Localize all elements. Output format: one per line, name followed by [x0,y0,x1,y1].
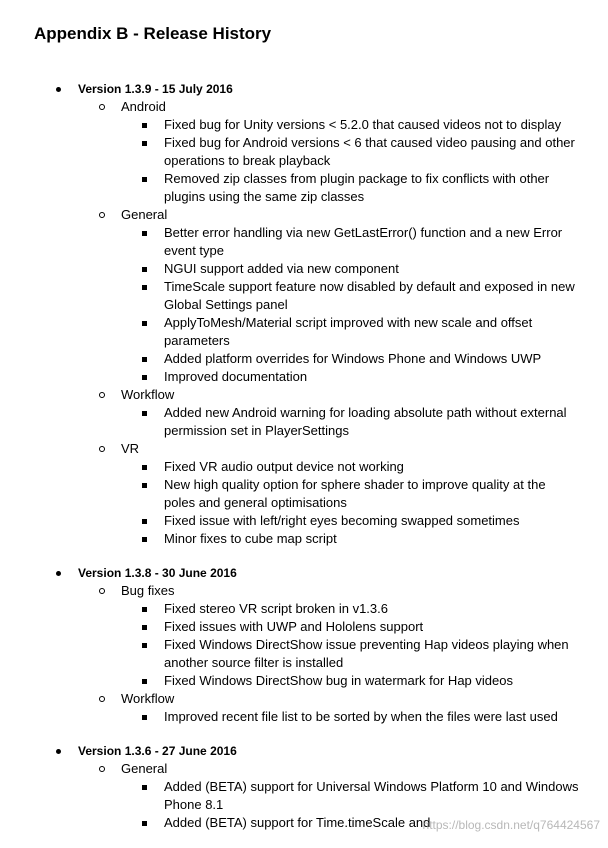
category-heading [0,760,608,778]
list-item [0,476,608,512]
list-item [0,134,608,170]
bullet-square-icon [142,411,147,416]
list-item-text: Fixed Windows DirectShow bug in watermark for Hap videos [164,673,513,688]
bullet-circle-icon [99,696,105,702]
category-label: Workflow [121,387,175,402]
list-item-text: Fixed stereo VR script broken in v1.3.6 [164,601,388,616]
release-version-label: Version 1.3.9 - 15 July 2016 [78,82,233,96]
bullet-square-icon [142,231,147,236]
list-item-text: Fixed VR audio output device not working [164,459,404,474]
list-item [0,224,608,260]
bullet-square-icon [142,321,147,326]
watermark: https://blog.csdn.net/q764424567 [422,818,600,832]
category-label: Workflow [121,691,175,706]
list-item-text: New high quality option for sphere shader to improve quality at the poles and general optimisations [164,477,546,510]
bullet-square-icon [142,177,147,182]
category-heading [0,582,608,600]
list-item [0,170,608,206]
bullet-square-icon [142,519,147,524]
list-item-text: Minor fixes to cube map script [164,531,337,546]
category-label: VR [121,441,140,456]
list-item-text: NGUI support added via new component [164,261,399,276]
bullet-square-icon [142,679,147,684]
bullet-square-icon [142,537,147,542]
bullet-square-icon [142,785,147,790]
list-item-text: Fixed Windows DirectShow issue preventing Hap videos playing when another source filter is installed [164,637,569,670]
category-heading [0,206,608,224]
category-heading [0,386,608,404]
bullet-square-icon [142,375,147,380]
list-item [0,368,608,386]
release-version-heading [0,742,608,760]
bullet-square-icon [142,483,147,488]
category-label: General [121,207,168,222]
list-item [0,116,608,134]
list-item-text: Fixed bug for Android versions < 6 that caused video pausing and other operations to break playback [164,135,575,168]
bullet-square-icon [142,625,147,630]
bullet-square-icon [142,715,147,720]
list-item [0,404,608,440]
bullet-square-icon [142,607,147,612]
list-item-text: Improved recent file list to be sorted by when the files were last used [164,709,558,724]
bullet-dot-icon [56,749,61,754]
list-item-text: Removed zip classes from plugin package to fix conflicts with other plugins using the same zip classes [164,171,550,204]
bullet-circle-icon [99,212,105,218]
release-version-label: Version 1.3.6 - 27 June 2016 [78,744,237,758]
bullet-circle-icon [99,766,105,772]
list-item [0,458,608,476]
release-version-label: Version 1.3.8 - 30 June 2016 [78,566,237,580]
list-item-text: Better error handling via new GetLastError() function and a new Error event type [164,225,563,258]
release-version-heading [0,564,608,582]
list-item-text: Fixed bug for Unity versions < 5.2.0 that caused videos not to display [164,117,562,132]
bullet-square-icon [142,643,147,648]
release-history-list [0,80,608,848]
category-heading [0,440,608,458]
list-item-text: Fixed issue with left/right eyes becoming swapped sometimes [164,513,520,528]
category-label: General [121,761,168,776]
list-item [0,512,608,530]
bullet-circle-icon [99,104,105,110]
category-heading [0,690,608,708]
bullet-square-icon [142,267,147,272]
list-item-text: Improved documentation [164,369,308,384]
bullet-dot-icon [56,87,61,92]
list-item-text: Added (BETA) support for Universal Windows Platform 10 and Windows Phone 8.1 [164,779,579,812]
list-item [0,636,608,672]
bullet-square-icon [142,357,147,362]
release-section [0,564,608,726]
list-item [0,600,608,618]
list-item-text: Added platform overrides for Windows Phone and Windows UWP [164,351,542,366]
list-item-text: Added (BETA) support for Time.timeScale and [164,815,431,830]
bullet-square-icon [142,465,147,470]
category-heading [0,98,608,116]
page-title: Appendix B - Release History [34,24,272,43]
list-item [0,672,608,690]
list-item [0,778,608,814]
list-item [0,350,608,368]
list-item-text: Added new Android warning for loading absolute path without external permission set in PlayerSettings [164,405,567,438]
list-item [0,260,608,278]
release-version-heading [0,80,608,98]
bullet-circle-icon [99,392,105,398]
list-item [0,708,608,726]
category-label: Bug fixes [121,583,175,598]
bullet-square-icon [142,123,147,128]
bullet-square-icon [142,141,147,146]
bullet-dot-icon [56,571,61,576]
list-item [0,530,608,548]
list-item [0,618,608,636]
bullet-square-icon [142,821,147,826]
category-label: Android [121,99,166,114]
list-item-text: Fixed issues with UWP and Hololens support [164,619,424,634]
list-item [0,278,608,314]
list-item [0,314,608,350]
bullet-circle-icon [99,446,105,452]
release-section [0,80,608,548]
list-item-text: TimeScale support feature now disabled by default and exposed in new Global Settings panel [164,279,575,312]
bullet-square-icon [142,285,147,290]
list-item-text: ApplyToMesh/Material script improved with new scale and offset parameters [164,315,533,348]
bullet-circle-icon [99,588,105,594]
